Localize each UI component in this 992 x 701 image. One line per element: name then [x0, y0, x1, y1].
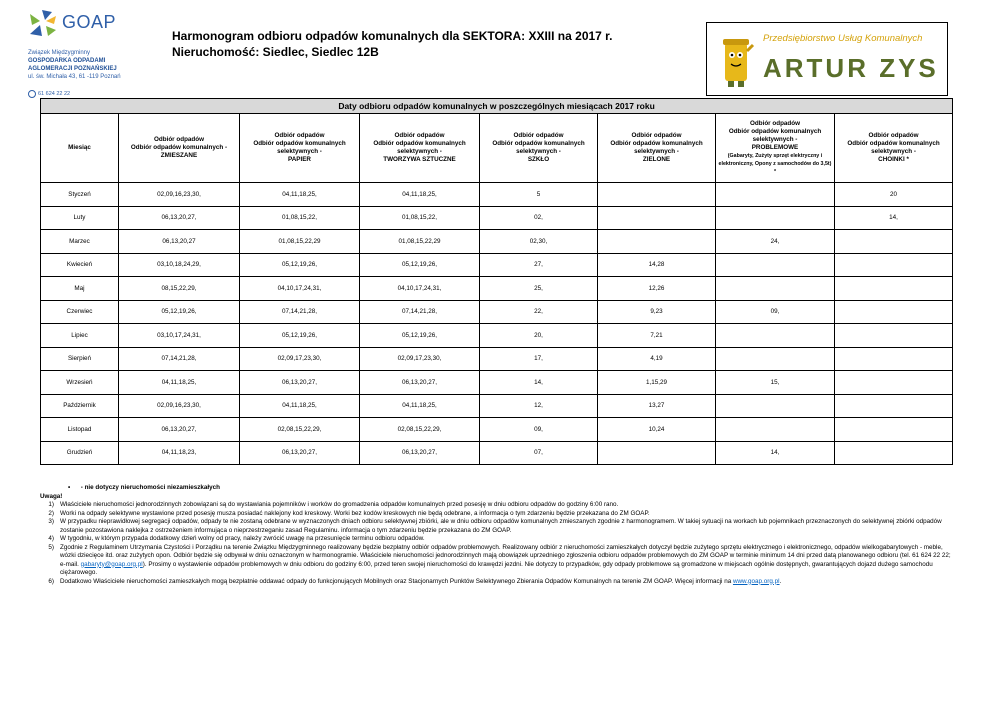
date-cell: 05,12,19,26, — [240, 324, 360, 348]
month-cell: Grudzień — [41, 441, 119, 465]
date-cell: 14, — [835, 206, 953, 230]
month-cell: Kwiecień — [41, 253, 119, 277]
document-header — [172, 28, 613, 60]
date-cell: 02,09,17,23,30, — [240, 347, 360, 371]
column-header-problem: Odbiór odpadów Odbiór odpadów komunalnych selektywnych - PROBLEMOWE (Gabaryty, Zużyty sprzęt elektryczny i elektroniczny, Opony z samochodów do 3,5t) * — [716, 114, 835, 183]
note-item — [40, 544, 952, 578]
company-logo — [706, 22, 948, 96]
date-cell: 05,12,19,26, — [360, 253, 480, 277]
note-item — [40, 501, 952, 510]
date-cell: 02,30, — [480, 230, 598, 254]
note-text: Dodatkowo Właściciele nieruchomości zamieszkałych mogą bezpłatnie oddawać odpady do funkcjonujących Mobilnych oraz Stacjonarnych Punktów Selektywnego Zbierania Odpadów Komunalnych na terenie ZM GOAP. Więcej informacji na www.goap.org.pl. — [60, 577, 782, 585]
note-text: Zgodnie z Regulaminem Utrzymania Czystości i Porządku na terenie Związku Międzygminnego realizowany będzie bezpłatny odbiór odpadów problemowych. Realizowany odbiór z nieruchomości zamieszkałych dotyczył będzie zużytego sprzętu elektrycznego i elektronicznego, odpadów wielkogabarytowych - meble, wózki dziecięce itd. oraz zużytych opon. Odbiór będzie się odbywał w dniu oznaczonym w harmonogramie. Właściciele nieruchomości jednorodzinnych mają obowiązek uprzedniego zgłoszenia odbioru odpadów problemowych do ZM GOAP w terminie minimum 14 dni przed datą planowanego odbioru (tel. 61 624 22 22; e-mail. gabaryty@goap.org.pl). Prosimy o wystawienie odpadów problemowych w dniu odbioru do godziny 6:00, przed teren swojej nieruchomości do krawędzi jezdni. Nie dotyczy to przypadków, gdy odpady problemowe są gromadzone w miejscach ogólnie dostępnych, gwarantujących dojazd dużego samochodu ciężarowego. — [60, 543, 951, 576]
table-row — [41, 418, 953, 442]
date-cell: 14, — [480, 371, 598, 395]
date-cell: 20 — [835, 183, 953, 207]
waste-bin-mascot-icon — [717, 29, 755, 89]
date-cell — [598, 206, 716, 230]
goap-line-2: GOSPODARKA ODPADAMI — [28, 58, 106, 64]
note-text: Właściciele nieruchomości jednorodzinnych zobowiązani są do wystawiania pojemników i worków do gromadzenia odpadów komunalnych przed posesję w dniu odbioru odpadów do godziny 6:00 rano. — [60, 501, 619, 508]
date-cell — [835, 347, 953, 371]
date-cell: 05,12,19,26, — [360, 324, 480, 348]
table-row — [41, 277, 953, 301]
schedule-table — [40, 98, 953, 465]
phone-icon — [28, 90, 36, 98]
month-cell: Sierpień — [41, 347, 119, 371]
date-cell — [835, 371, 953, 395]
note-number: 5) — [48, 543, 54, 551]
note-number: 3) — [48, 518, 54, 525]
company-tagline: Przedsiębiorstwo Usług Komunalnych — [763, 33, 923, 44]
schedule-header-row — [41, 114, 953, 183]
date-cell — [835, 394, 953, 418]
column-header-paper: Odbiór odpadów Odbiór odpadów komunalnych selektywnych - PAPIER — [240, 114, 360, 183]
date-cell — [716, 253, 835, 277]
goap-line-1: Związek Międzygminny — [28, 50, 91, 56]
date-cell: 24, — [716, 230, 835, 254]
goap-logo-name: GOAP — [62, 12, 117, 32]
date-cell: 04,11,18,25, — [360, 394, 480, 418]
date-cell — [835, 230, 953, 254]
date-cell: 06,13,20,27, — [240, 441, 360, 465]
date-cell: 02,09,17,23,30, — [360, 347, 480, 371]
date-cell — [716, 324, 835, 348]
goap-logo-mark-icon — [28, 8, 58, 38]
note-number: 4) — [48, 535, 54, 542]
month-cell: Marzec — [41, 230, 119, 254]
goap-address: ul. św. Michała 43, 61 -119 Poznań — [28, 74, 121, 80]
month-cell: Luty — [41, 206, 119, 230]
property-label: Nieruchomość: Siedlec, Siedlec 12B — [172, 45, 379, 59]
document-title: Harmonogram odbioru odpadów komunalnych dla SEKTORA: XXIII na 2017 r. — [172, 29, 613, 43]
table-row — [41, 230, 953, 254]
date-cell: 14,28 — [598, 253, 716, 277]
date-cell: 1,15,29 — [598, 371, 716, 395]
date-cell — [716, 347, 835, 371]
table-row — [41, 206, 953, 230]
date-cell: 7,21 — [598, 324, 716, 348]
month-cell: Czerwiec — [41, 300, 119, 324]
date-cell: 04,10,17,24,31, — [240, 277, 360, 301]
month-header: Miesiąc — [41, 114, 119, 183]
date-cell — [598, 441, 716, 465]
date-cell — [835, 300, 953, 324]
date-cell — [716, 183, 835, 207]
date-cell: 9,23 — [598, 300, 716, 324]
date-cell: 12, — [480, 394, 598, 418]
date-cell: 04,11,18,25, — [240, 394, 360, 418]
date-cell: 06,13,20,27 — [119, 230, 240, 254]
table-row — [41, 300, 953, 324]
date-cell: 06,13,20,27, — [360, 371, 480, 395]
date-cell: 15, — [716, 371, 835, 395]
company-name: ARTUR ZYS — [763, 53, 939, 83]
date-cell: 09, — [480, 418, 598, 442]
table-row — [41, 371, 953, 395]
column-header-mixed: Odbiór odpadów Odbiór odpadów komunalnych - ZMIESZANE — [119, 114, 240, 183]
date-cell: 04,11,18,25, — [119, 371, 240, 395]
website-link[interactable]: www.goap.org.pl — [732, 577, 780, 585]
date-cell: 14, — [716, 441, 835, 465]
date-cell: 03,10,18,24,29, — [119, 253, 240, 277]
date-cell: 06,13,20,27, — [360, 441, 480, 465]
date-cell: 22, — [480, 300, 598, 324]
date-cell: 07, — [480, 441, 598, 465]
date-cell: 13,27 — [598, 394, 716, 418]
note-item — [40, 510, 952, 519]
date-cell — [835, 324, 953, 348]
date-cell: 02,08,15,22,29, — [360, 418, 480, 442]
date-cell: 04,11,18,25, — [240, 183, 360, 207]
month-cell: Wrzesień — [41, 371, 119, 395]
date-cell — [835, 277, 953, 301]
schedule-caption: Daty odbioru odpadów komunalnych w poszczególnych miesiącach 2017 roku — [41, 99, 953, 114]
bullet-note — [40, 484, 952, 493]
date-cell — [716, 277, 835, 301]
note-item — [40, 578, 952, 587]
date-cell: 4,19 — [598, 347, 716, 371]
column-header-christmas-trees: Odbiór odpadów Odbiór odpadów komunalnych selektywnych - CHOINKI * — [835, 114, 953, 183]
table-row — [41, 441, 953, 465]
month-cell: Styczeń — [41, 183, 119, 207]
note-item — [40, 535, 952, 544]
date-cell: 12,26 — [598, 277, 716, 301]
date-cell — [716, 418, 835, 442]
column-header-glass: Odbiór odpadów Odbiór odpadów komunalnych selektywnych - SZKŁO — [480, 114, 598, 183]
date-cell: 07,14,21,28, — [119, 347, 240, 371]
date-cell — [835, 418, 953, 442]
date-cell: 02,09,16,23,30, — [119, 183, 240, 207]
date-cell: 01,08,15,22,29 — [240, 230, 360, 254]
date-cell — [598, 183, 716, 207]
note-number: 1) — [48, 501, 54, 508]
note-number: 2) — [48, 509, 54, 517]
bullet-icon: • — [68, 484, 71, 491]
date-cell: 06,13,20,27, — [119, 418, 240, 442]
goap-logo — [28, 6, 168, 96]
note-number: 6) — [48, 577, 54, 585]
date-cell: 09, — [716, 300, 835, 324]
note-item — [40, 518, 952, 535]
date-cell: 02, — [480, 206, 598, 230]
date-cell: 07,14,21,28, — [240, 300, 360, 324]
date-cell: 01,08,15,22, — [360, 206, 480, 230]
warning-label: Uwaga! — [40, 492, 63, 500]
note-text: W tygodniu, w którym przypada dodatkowy dzień wolny od pracy, należy zwrócić uwagę na przesunięcie terminu odbioru odpadów. — [60, 535, 425, 542]
date-cell: 27, — [480, 253, 598, 277]
footer-notes — [40, 484, 952, 586]
table-row — [41, 394, 953, 418]
date-cell: 04,10,17,24,31, — [360, 277, 480, 301]
email-link[interactable]: gabaryty@goap.org.pl — [80, 560, 143, 568]
date-cell: 02,08,15,22,29, — [240, 418, 360, 442]
date-cell — [598, 230, 716, 254]
date-cell: 5 — [480, 183, 598, 207]
goap-phone: 61 624 22 22 — [38, 91, 71, 97]
note-text: Worki na odpady selektywne wystawione przed posesję musza posiadać naklejony kod kreskowy. Worki bez kodów kreskowych nie będą odebrane, a informacja o tym zdarzeniu będzie przekazana do ZM GOAP. — [60, 509, 650, 517]
date-cell: 02,09,16,23,30, — [119, 394, 240, 418]
column-header-green: Odbiór odpadów Odbiór odpadów komunalnych selektywnych - ZIELONE — [598, 114, 716, 183]
date-cell: 06,13,20,27, — [240, 371, 360, 395]
table-row — [41, 183, 953, 207]
bullet-text: - nie dotyczy nieruchomości niezamieszkałych — [80, 484, 220, 491]
date-cell: 17, — [480, 347, 598, 371]
date-cell: 04,11,18,25, — [360, 183, 480, 207]
date-cell: 20, — [480, 324, 598, 348]
date-cell: 05,12,19,26, — [119, 300, 240, 324]
table-row — [41, 324, 953, 348]
date-cell: 25, — [480, 277, 598, 301]
table-row — [41, 253, 953, 277]
month-cell: Lipiec — [41, 324, 119, 348]
column-header-plastics: Odbiór odpadów Odbiór odpadów komunalnych selektywnych - TWORZYWA SZTUCZNE — [360, 114, 480, 183]
date-cell: 06,13,20,27, — [119, 206, 240, 230]
table-row — [41, 347, 953, 371]
date-cell: 04,11,18,23, — [119, 441, 240, 465]
note-text: W przypadku nieprawidłowej segregacji odpadów, odpady te nie zostaną odebrane w wyznaczonych dniach odbioru selektywnej zbiórki, ale w dniu odbioru odpadów komunalnych zmieszanych zgodnie z harmonogramem. W takiej sytuacji na workach lub pojemnikach przeznaczonych do selektywnej zbiórki odpadów zostanie pozostawiona naklejka z ostrzeżeniem informująca o nieprzestrzeganiu zasad Regulaminu. informacja o tym zdarzeniu będzie przekazana do ZM GOAP. — [60, 518, 942, 534]
month-cell: Październik — [41, 394, 119, 418]
month-cell: Listopad — [41, 418, 119, 442]
date-cell — [716, 206, 835, 230]
goap-line-3: AGLOMERACJI POZNAŃSKIEJ — [28, 66, 117, 72]
goap-phone-row — [28, 90, 70, 98]
date-cell: 05,12,19,26, — [240, 253, 360, 277]
date-cell: 01,08,15,22,29 — [360, 230, 480, 254]
date-cell: 03,10,17,24,31, — [119, 324, 240, 348]
date-cell: 08,15,22,29, — [119, 277, 240, 301]
date-cell: 01,08,15,22, — [240, 206, 360, 230]
date-cell — [835, 441, 953, 465]
date-cell: 10,24 — [598, 418, 716, 442]
month-cell: Maj — [41, 277, 119, 301]
date-cell: 07,14,21,28, — [360, 300, 480, 324]
date-cell — [835, 253, 953, 277]
date-cell — [716, 394, 835, 418]
